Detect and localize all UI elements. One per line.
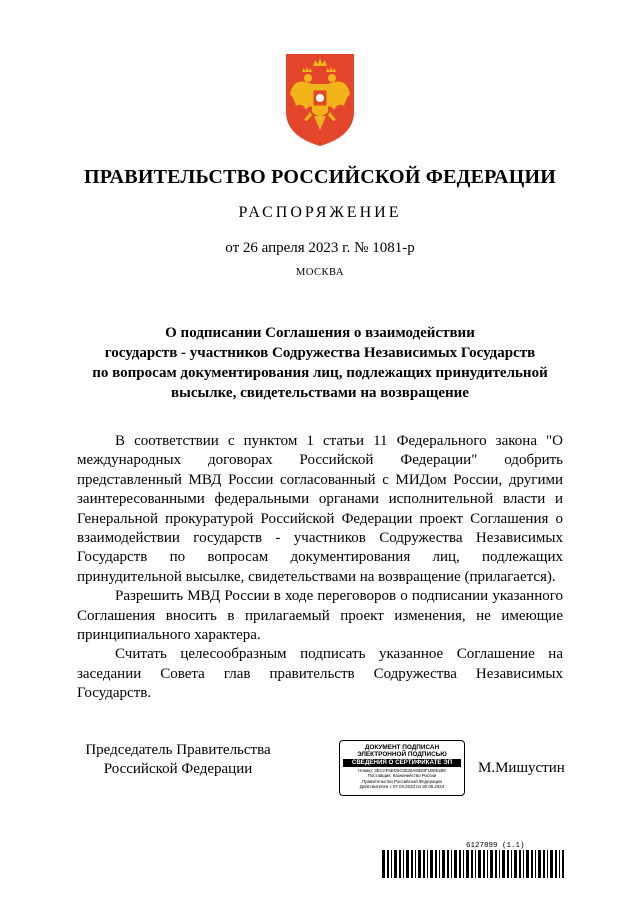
stamp-line: ЭЛЕКТРОННОЙ ПОДПИСЬЮ: [357, 751, 447, 758]
city: МОСКВА: [296, 267, 344, 278]
stamp-certificate-header: СВЕДЕНИЯ О СЕРТИФИКАТЕ ЭП: [343, 759, 461, 767]
signer-position-line: Российской Федерации: [103, 761, 253, 777]
subject-line: высылке, свидетельствами на возвращение: [171, 385, 469, 401]
date-and-number: от 26 апреля 2023 г. № 1081-р: [225, 240, 415, 256]
body-paragraph: В соответствии с пунктом 1 статьи 11 Федерального закона "О международных договорах Российской Федерации" одобрить представленный МВД России согласованный с МИДом России, другими заинтересованными федеральными органами исполнительной власти и Генеральной прокуратурой Российской Федерации проект Соглашения о взаимодействии государств - участников Содружества Независимых Государств по вопросам документирования лиц, подлежащих принудительной высылке, свидетельствами на возвращение (прилагается).: [77, 433, 563, 585]
document-subject: [80, 323, 560, 403]
signer-position-line: Председатель Правительства: [85, 742, 271, 758]
government-title: ПРАВИТЕЛЬСТВО РОССИЙСКОЙ ФЕДЕРАЦИИ: [84, 166, 556, 188]
signer-position: [78, 741, 278, 779]
stamp-supplier: Правительство Российской Федерации: [362, 778, 442, 784]
coat-of-arms-emblem: [282, 50, 358, 148]
stamp-supplier: Поставщик: Казначейство России: [367, 773, 437, 778]
signer-name: М.Мишустин: [478, 760, 565, 776]
subject-line: государств - участников Содружества Независимых Государств: [104, 345, 536, 361]
document-type: РАСПОРЯЖЕНИЕ: [238, 204, 402, 221]
barcode-icon: [382, 850, 564, 878]
stamp-cert-number: Номер: 3ECAF6ED0C0530A8393F1B091B8: [358, 767, 446, 773]
stamp-line: ДОКУМЕНТ ПОДПИСАН: [364, 744, 440, 751]
subject-line: по вопросам документирования лиц, подлежащих принудительной: [92, 365, 548, 381]
barcode-number: 6127899 (1.1): [466, 842, 525, 850]
body-paragraph: Считать целесообразным подписать указанное Соглашение на заседании Совета глав правительств Содружества Независимых Государств.: [77, 646, 563, 702]
stamp-validity: Действителен с 07.03.2023 по 30.05.2024: [359, 784, 445, 789]
document-body: [77, 432, 563, 704]
subject-line: О подписании Соглашения о взаимодействии: [165, 325, 475, 341]
body-paragraph: Разрешить МВД России в ходе переговоров о подписании указанного Соглашения вносить в прилагаемый проект изменения, не имеющие принципиального характера.: [77, 588, 563, 644]
electronic-signature-stamp: [339, 740, 465, 796]
